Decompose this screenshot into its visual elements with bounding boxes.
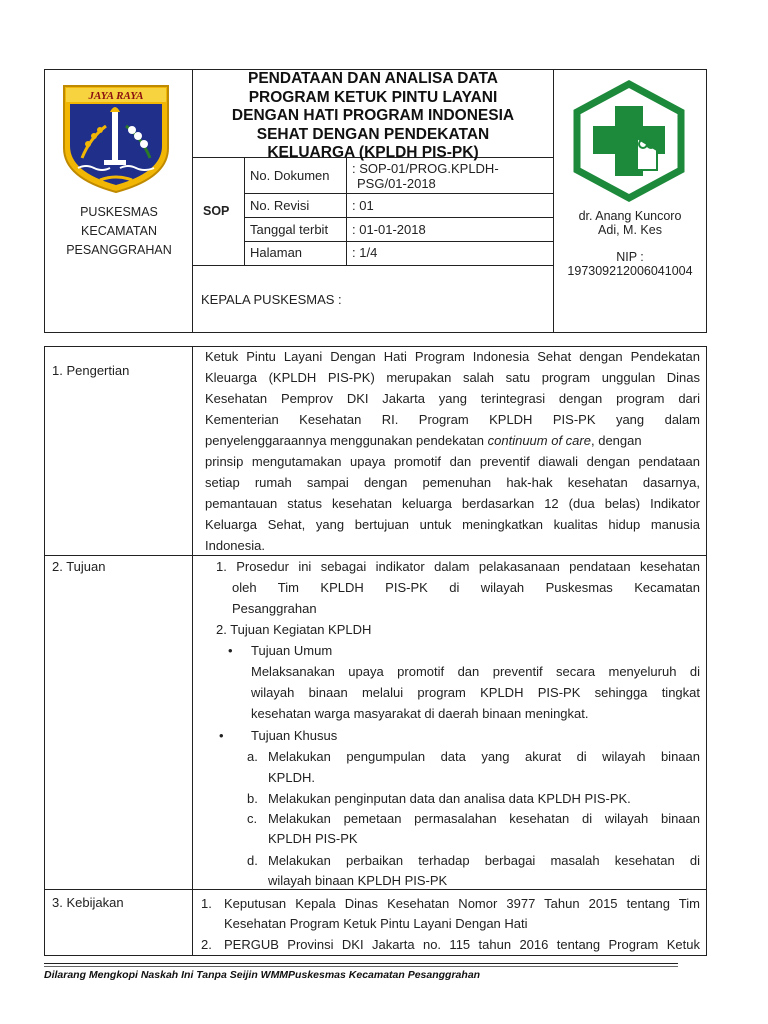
field-label: No. Dokumen — [250, 168, 330, 183]
paragraph-line: kesehatan warga masyarakat di daerah binaan meningkat. — [251, 706, 589, 721]
paragraph-line: PERGUB Provinsi DKI Jakarta no. 115 tahun 2016 tentang Program Ketuk — [224, 937, 700, 952]
divider — [244, 241, 553, 242]
paragraph-line: 2. Tujuan Kegiatan KPLDH — [216, 622, 372, 637]
paragraph-line: Melakukan pengumpulan data yang akurat di wilayah binaan — [268, 749, 700, 764]
field-label: No. Revisi — [250, 198, 310, 213]
divider — [553, 69, 554, 333]
title-line: PROGRAM KETUK PINTU LAYANI — [248, 88, 498, 106]
paragraph-line: KPLDH PIS-PK — [268, 831, 358, 846]
text-run: penyelenggaraannya menggunakan pendekatan — [205, 433, 485, 448]
footer-rule — [44, 963, 678, 964]
org-name-line: PESANGGRAHAN — [66, 243, 172, 257]
puskesmas-logo — [569, 80, 689, 202]
list-marker: a. — [247, 749, 258, 764]
paragraph-line: Tujuan Khusus — [251, 728, 338, 743]
nip-value: 197309212006041004 — [567, 264, 693, 278]
paragraph-line: Melakukan perbaikan terhadap berbagai masalah kesehatan di — [268, 853, 700, 868]
paragraph-line: 1. Prosedur ini sebagai indikator dalam pelakasanaan pendataan kesehatan — [216, 559, 700, 574]
signer-name-line: Adi, M. Kes — [598, 222, 662, 237]
field-value — [352, 161, 499, 191]
logo-banner: JAYA RAYA — [88, 90, 144, 102]
text-run: , dengan — [590, 433, 642, 448]
footer-notice: Dilarang Mengkopi Naskah Ini Tanpa Seijin WMMPuskesmas Kecamatan Pesanggrahan — [44, 969, 481, 981]
paragraph-line: wilayah binaan KPLDH PIS-PK — [268, 873, 448, 888]
divider — [192, 346, 193, 956]
list-marker: c. — [247, 811, 258, 826]
paragraph-line: Tujuan Umum — [251, 643, 333, 658]
section-label-kebijakan: 3. Kebijakan — [52, 895, 124, 910]
paragraph-line: Keluarga Sehat, yang bertujuan untuk meningkatkan kualitas hidup manusia — [205, 517, 700, 532]
field-value-line: : SOP-01/PROG.KPLDH- — [352, 161, 499, 176]
paragraph-line: wilayah binaan melalui program KPLDH PIS-PK sehingga tingkat — [251, 685, 700, 700]
divider — [244, 157, 245, 265]
divider — [192, 265, 553, 266]
paragraph-line: Melakukan pemetaan permasalahan kesehatan di wilayah binaan — [268, 811, 700, 826]
nip-label: NIP : — [616, 250, 644, 264]
field-value: : 01 — [352, 198, 374, 213]
org-name-line: PUSKESMAS — [80, 205, 158, 219]
org-name-line: KECAMATAN — [81, 224, 157, 238]
paragraph-line: Melaksanakan upaya promotif dan preventif secara menyeluruh di — [251, 664, 700, 679]
paragraph-line: prinsip mengutamakan upaya promotif dan preventif diawali dengan pendataan — [205, 454, 700, 469]
jakarta-emblem-logo — [60, 82, 172, 194]
bullet-icon: • — [219, 728, 224, 743]
paragraph-line: Indonesia. — [205, 538, 265, 553]
paragraph-line: oleh Tim KPLDH PIS-PK di wilayah Puskesmas Kecamatan — [232, 580, 700, 595]
paragraph-line: Pesanggrahan — [232, 601, 317, 616]
paragraph-line: Melakukan penginputan data dan analisa data KPLDH PIS-PK. — [268, 791, 631, 806]
title-line: KELUARGA (KPLDH PIS-PK) — [267, 144, 479, 161]
paragraph-line: Kleuarga (KPLDH PIS-PK) merupakan salah satu program unggulan Dinas — [205, 370, 700, 385]
divider — [346, 157, 347, 265]
footer-rule — [44, 966, 678, 967]
field-value: : 1/4 — [352, 245, 378, 260]
paragraph-line: Ketuk Pintu Layani Dengan Hati Program Indonesia Sehat dengan Pendekatan — [205, 349, 700, 364]
document-title — [193, 70, 553, 163]
paragraph-line: KPLDH. — [268, 770, 315, 785]
field-value-line: PSG/01-2018 — [357, 176, 436, 191]
signer-name — [554, 210, 706, 237]
list-marker: b. — [247, 791, 258, 806]
field-label: Halaman — [250, 245, 303, 260]
field-value: : 01-01-2018 — [352, 222, 426, 237]
paragraph-line: Keputusan Kepala Dinas Kesehatan Nomor 3977 Tahun 2015 tentang Tim — [224, 896, 700, 911]
title-line: DENGAN HATI PROGRAM INDONESIA — [231, 107, 515, 124]
signer-name-line: dr. Anang Kuncoro — [578, 209, 682, 223]
section-label-pengertian: 1. Pengertian — [52, 363, 130, 378]
divider — [244, 193, 553, 194]
paragraph-line: Kesehatan Program Ketuk Pintu Layani Dengan Hati — [224, 916, 528, 931]
paragraph-line: setiap rumah sampai dengan pemenuhan hak-hak kesehatan dasarnya, — [205, 475, 700, 490]
paragraph-line: pemantauan status kesehatan keluarga berdasarkan 12 (dua belas) Indikator — [205, 496, 700, 511]
title-line: SEHAT DENGAN PENDEKATAN — [256, 125, 490, 143]
field-label: Tanggal terbit — [250, 222, 329, 237]
sop-label: SOP — [203, 204, 230, 218]
italic-term: continuum of care — [487, 433, 591, 448]
kepala-puskesmas-label: KEPALA PUSKESMAS : — [201, 292, 342, 307]
paragraph-line: Kementerian Kesehatan RI. Program KPLDH PIS-PK yang dalam — [205, 412, 700, 427]
divider — [244, 217, 553, 218]
paragraph-line — [205, 430, 642, 451]
section-label-tujuan: 2. Tujuan — [52, 559, 106, 574]
paragraph-line: Kesehatan Pemprov DKI Jakarta yang terintegrasi dengan program dari — [205, 391, 700, 406]
title-line: PENDATAAN DAN ANALISA DATA — [248, 70, 498, 87]
list-marker: 1. — [201, 896, 212, 911]
bullet-icon: • — [228, 643, 233, 658]
list-marker: d. — [247, 853, 258, 868]
list-marker: 2. — [201, 937, 212, 952]
